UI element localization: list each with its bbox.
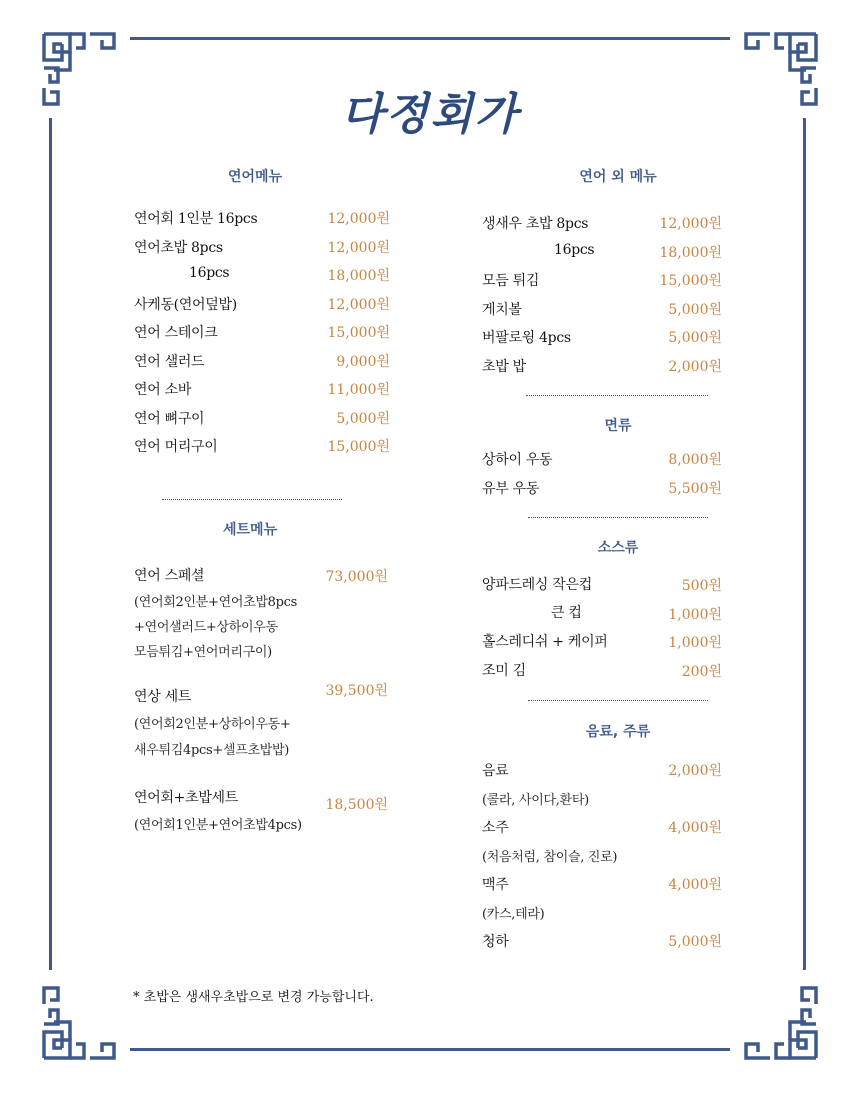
frame-left-line (49, 118, 52, 970)
footnote: * 초밥은 생새우초밥으로 변경 가능합니다. (133, 990, 374, 1005)
menu-item-price: 12,000원 (659, 216, 722, 232)
noodles-heading: 면류 (604, 418, 632, 434)
menu-item-name: 연어회 1인분 16pcs (134, 211, 258, 227)
set-item-desc: (연어회2인분+연어초밥8pcs (134, 595, 298, 610)
menu-item-name: 유부 우동 (482, 481, 540, 497)
set-item-price: 73,000원 (325, 569, 388, 585)
set-item-name: 연어 스페셜 (134, 568, 205, 584)
menu-item-price: 5,500원 (668, 481, 722, 497)
frame-right-line (803, 118, 806, 970)
salmon-menu-heading: 연어메뉴 (227, 169, 283, 185)
corner-ornament-bottom-left (40, 982, 120, 1062)
menu-item-price: 200원 (681, 664, 722, 680)
set-item-desc: +연어샐러드+상하이우동 (134, 620, 278, 635)
menu-item-name: 게치볼 (482, 302, 522, 318)
frame-bottom-line (130, 1048, 730, 1051)
corner-ornament-bottom-right (740, 982, 820, 1062)
menu-item-price: 15,000원 (327, 439, 390, 455)
menu-item-price: 4,000원 (668, 820, 722, 836)
set-item-desc: (연어회2인분+상하이우동+ (134, 717, 291, 732)
menu-item-name: 상하이 우동 (482, 452, 553, 468)
menu-item-name: 홀스레디쉬 + 케이퍼 (482, 634, 608, 650)
menu-item-name: 연어초밥 8pcs (134, 240, 223, 256)
menu-item-name: 조미 김 (482, 663, 526, 679)
menu-item-name: 소주 (482, 820, 509, 836)
menu-item-desc: (처음처럼, 참이슬, 진로) (482, 850, 618, 865)
menu-item-price: 500원 (681, 578, 722, 594)
menu-item-price: 18,000원 (659, 245, 722, 261)
set-item-desc: (연어회1인분+연어초밥4pcs) (134, 818, 302, 833)
section-divider (526, 395, 708, 396)
menu-item-name: 음료 (482, 763, 509, 779)
menu-item-name: 사케동(연어덮밥) (134, 297, 237, 313)
menu-item-price: 4,000원 (668, 877, 722, 893)
menu-item-name: 16pcs (554, 242, 595, 258)
menu-item-name: 연어 스테이크 (134, 325, 218, 341)
menu-item-name: 생새우 초밥 8pcs (482, 216, 589, 232)
menu-item-price: 12,000원 (327, 211, 390, 227)
set-item-desc: 새우튀김4pcs+셀프초밥밥) (134, 743, 290, 758)
menu-item-price: 11,000원 (327, 382, 390, 398)
menu-item-name: 큰 컵 (551, 605, 582, 621)
menu-item-name: 연어 뼈구이 (134, 411, 205, 427)
menu-item-price: 5,000원 (668, 934, 722, 950)
menu-item-name: 양파드레싱 작은컵 (482, 577, 592, 593)
menu-item-price: 12,000원 (327, 297, 390, 313)
menu-item-name: 16pcs (189, 265, 230, 281)
menu-item-price: 5,000원 (668, 330, 722, 346)
page-title: 다정회가 (340, 89, 519, 140)
menu-item-price: 15,000원 (327, 325, 390, 341)
menu-item-name: 청하 (482, 934, 509, 950)
menu-item-name: 맥주 (482, 877, 509, 893)
frame-top-line (130, 37, 730, 40)
set-item-desc: 모듬튀김+연어머리구이) (134, 645, 272, 660)
menu-item-price: 2,000원 (668, 359, 722, 375)
menu-item-price: 5,000원 (336, 411, 390, 427)
menu-item-price: 1,000원 (668, 607, 722, 623)
section-divider (162, 499, 342, 500)
menu-item-price: 18,000원 (327, 268, 390, 284)
menu-item-name: 연어 머리구이 (134, 439, 218, 455)
menu-item-name: 초밥 밥 (482, 359, 526, 375)
section-divider (528, 700, 708, 701)
menu-item-desc: (콜라, 사이다,환타) (482, 793, 589, 808)
set-item-price: 39,500원 (325, 683, 388, 699)
menu-item-price: 8,000원 (668, 452, 722, 468)
menu-item-price: 5,000원 (668, 302, 722, 318)
menu-item-name: 연어 샐러드 (134, 354, 205, 370)
set-item-price: 18,500원 (325, 797, 388, 813)
menu-item-price: 15,000원 (659, 273, 722, 289)
menu-item-price: 9,000원 (336, 354, 390, 370)
set-item-name: 연어회+초밥세트 (134, 790, 238, 806)
set-menu-heading: 세트메뉴 (222, 522, 278, 538)
menu-item-price: 2,000원 (668, 763, 722, 779)
sauces-heading: 소스류 (597, 540, 639, 556)
menu-item-name: 모듬 튀김 (482, 273, 540, 289)
section-divider (528, 517, 708, 518)
menu-item-name: 연어 소바 (134, 382, 192, 398)
menu-item-desc: (카스,테라) (482, 907, 545, 922)
drinks-heading: 음료, 주류 (585, 724, 651, 740)
other-menu-heading: 연어 외 메뉴 (579, 169, 657, 185)
set-item-name: 연상 세트 (134, 689, 192, 705)
menu-item-price: 1,000원 (668, 635, 722, 651)
menu-item-price: 12,000원 (327, 240, 390, 256)
menu-item-name: 버팔로윙 4pcs (482, 330, 571, 346)
